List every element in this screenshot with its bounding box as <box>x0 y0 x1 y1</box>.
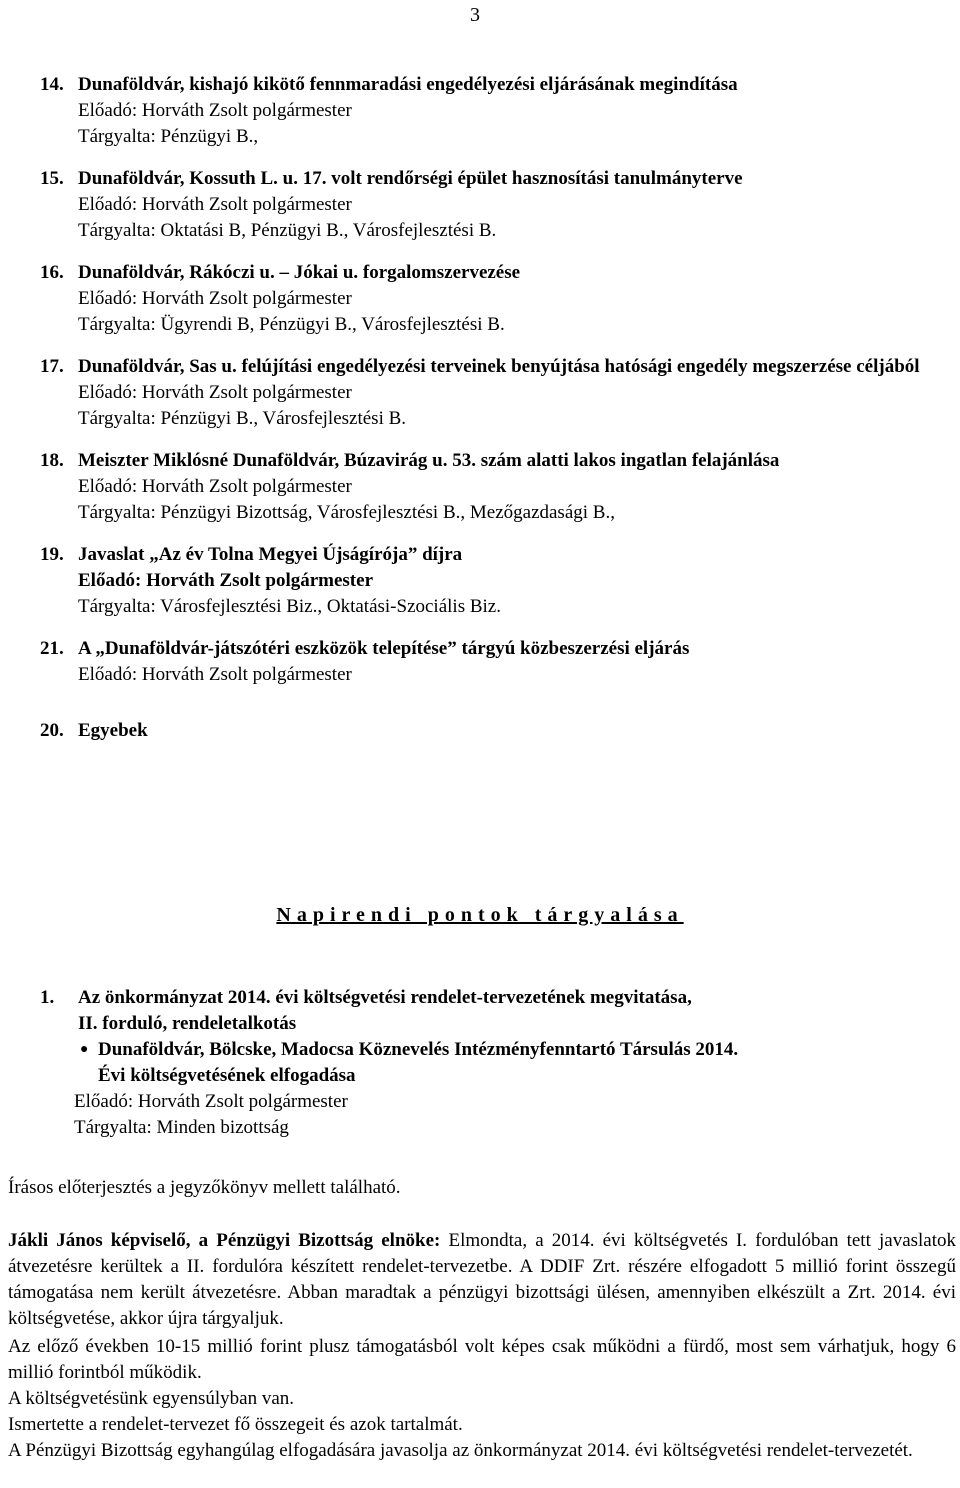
item-discussed: Tárgyalta: Minden bizottság <box>74 1117 289 1138</box>
agenda-item <box>40 260 950 338</box>
speaker-name: Jákli János képviselő, a Pénzügyi Bizottság elnöke: <box>8 1230 441 1251</box>
item-title: Meiszter Miklósné Dunaföldvár, Búzavirág u. 53. szám alatti lakos ingatlan felajánlása <box>78 450 780 471</box>
agenda-item <box>40 718 950 744</box>
item-title: Javaslat „Az év Tolna Megyei Újságírója” díjra <box>78 544 463 565</box>
speech-paragraph-2: Az előző években 10-15 millió forint plusz támogatásból volt képes csak működni a fürdő, most sem várhatjuk, hogy 6 millió forintból működik. <box>8 1336 956 1383</box>
speech-paragraph-3: A költségvetésünk egyensúlyban van. <box>8 1388 295 1409</box>
item-title: A „Dunaföldvár-játszótéri eszközök telepítése” tárgyú közbeszerzési eljárás <box>78 638 690 659</box>
agenda-list <box>40 72 950 760</box>
agenda-item <box>40 542 950 620</box>
item-title: Dunaföldvár, Rákóczi u. – Jókai u. forgalomszervezése <box>78 262 521 283</box>
item-discussed: Tárgyalta: Oktatási B, Pénzügyi B., Városfejlesztési B. <box>78 220 497 241</box>
item-discussed: Tárgyalta: Ügyrendi B, Pénzügyi B., Városfejlesztési B. <box>78 314 505 335</box>
item-title: Az önkormányzat 2014. évi költségvetési rendelet-tervezetének megvitatása, <box>78 987 692 1008</box>
attachment-note: Írásos előterjesztés a jegyzőkönyv mellett található. <box>8 1177 401 1198</box>
agenda-item <box>40 636 950 688</box>
bullet-icon: ● <box>80 1042 89 1057</box>
item-title: Egyebek <box>78 720 148 741</box>
agenda-item <box>40 448 950 526</box>
item-number: 18. <box>40 450 64 471</box>
agenda-item <box>40 166 950 244</box>
item-presenter: Előadó: Horváth Zsolt polgármester <box>78 288 352 309</box>
item-number: 20. <box>40 720 64 741</box>
item-discussed: Tárgyalta: Városfejlesztési Biz., Oktatási-Szociális Biz. <box>78 596 501 617</box>
item-number: 1. <box>40 987 55 1008</box>
item-presenter: Előadó: Horváth Zsolt polgármester <box>78 100 352 121</box>
item-number: 19. <box>40 544 64 565</box>
speech-text: Elmondta, a 2014. évi költségvetés I. fordulóban tett javaslatok átvezetésre kerültek a II. fordulóra készített rendelet-tervezetbe. A DDIF Zrt. részére elfogadott 5 millió forint összegű támogatása nem került átvezetésre. Abban maradtak a pénzügyi bizottsági ülésen, amennyiben elkészült a Zrt. 2014. évi költségvetése, akkor újra tárgyaljuk. <box>8 1230 957 1329</box>
speech-paragraph <box>8 1228 956 1332</box>
agenda-item <box>40 72 950 150</box>
item-presenter: Előadó: Horváth Zsolt polgármester <box>78 570 374 591</box>
item-number: 15. <box>40 168 64 189</box>
item-presenter: Előadó: Horváth Zsolt polgármester <box>78 194 352 215</box>
item-discussed: Tárgyalta: Pénzügyi B., Városfejlesztési B. <box>78 408 407 429</box>
item-number: 17. <box>40 356 64 377</box>
item-title: Dunaföldvár, Kossuth L. u. 17. volt rendőrségi épület hasznosítási tanulmányterve <box>78 168 743 189</box>
bullet-text: Dunaföldvár, Bölcske, Madocsa Köznevelés Intézményfenntartó Társulás 2014. <box>98 1039 739 1060</box>
item-discussed: Tárgyalta: Pénzügyi B., <box>78 126 259 147</box>
discussion-item <box>40 985 950 1141</box>
item-presenter: Előadó: Horváth Zsolt polgármester <box>78 476 352 497</box>
speech-paragraph-4: Ismertette a rendelet-tervezet fő összegeit és azok tartalmát. <box>8 1414 463 1435</box>
item-title: Dunaföldvár, kishajó kikötő fennmaradási engedélyezési eljárásának megindítása <box>78 74 738 95</box>
item-number: 16. <box>40 262 64 283</box>
item-presenter: Előadó: Horváth Zsolt polgármester <box>74 1091 348 1112</box>
item-discussed: Tárgyalta: Pénzügyi Bizottság, Városfejlesztési B., Mezőgazdasági B., <box>78 502 615 523</box>
item-presenter: Előadó: Horváth Zsolt polgármester <box>78 382 352 403</box>
agenda-item <box>40 354 950 432</box>
bullet-item <box>80 1037 950 1063</box>
speech-paragraph-5: A Pénzügyi Bizottság egyhangúlag elfogadására javasolja az önkormányzat 2014. évi költségvetési rendelet-tervezetét. <box>8 1440 913 1461</box>
bullet-text-cont: Évi költségvetésének elfogadása <box>98 1065 356 1086</box>
item-title: Dunaföldvár, Sas u. felújítási engedélyezési terveinek benyújtása hatósági engedély megszerzése céljából <box>78 356 920 377</box>
page-number: 3 <box>470 4 480 26</box>
item-number: 21. <box>40 638 64 659</box>
item-number: 14. <box>40 74 64 95</box>
item-title-cont: II. forduló, rendeletalkotás <box>78 1013 297 1034</box>
section-heading: Napirendi pontok tárgyalása <box>276 904 684 926</box>
item-presenter: Előadó: Horváth Zsolt polgármester <box>78 664 352 685</box>
